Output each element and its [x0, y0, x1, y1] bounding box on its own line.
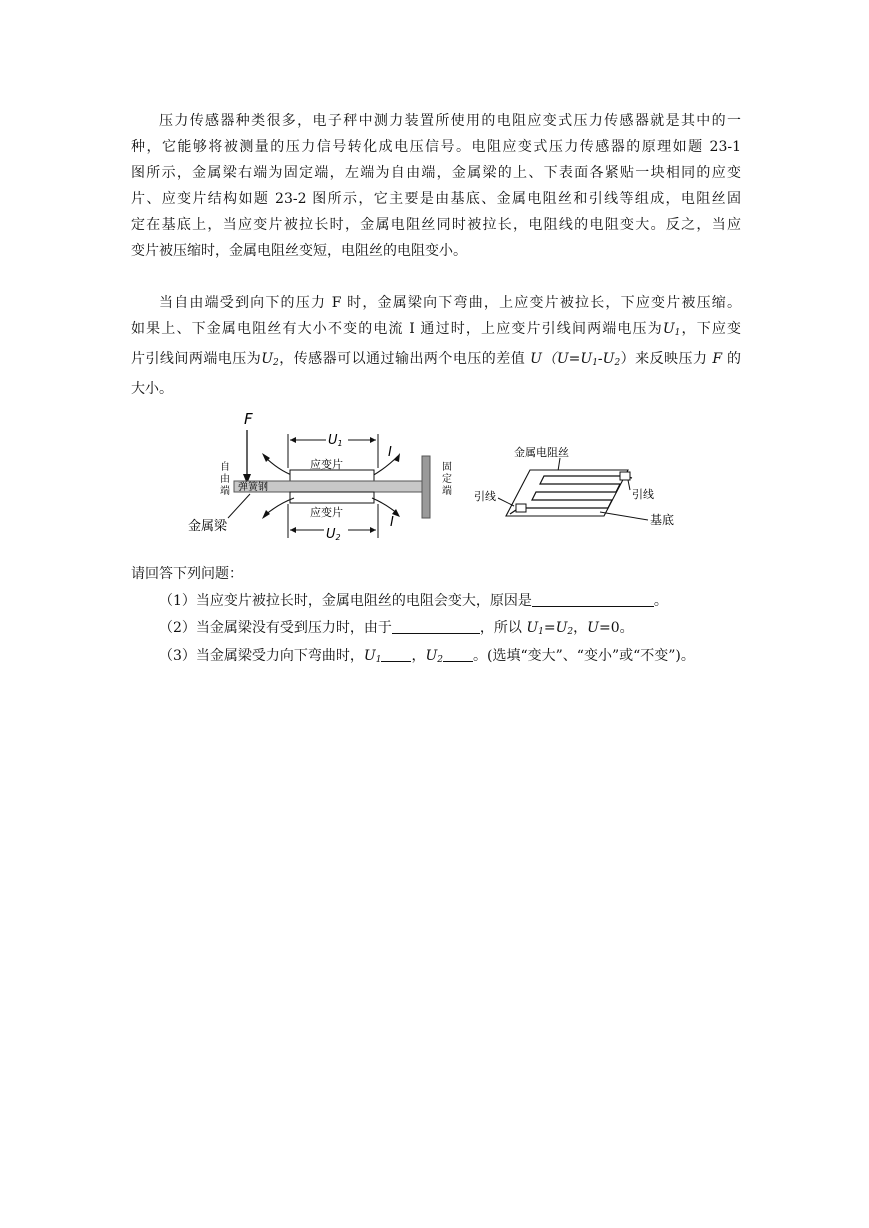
p1-line-2: 种，它能够将被测量的压力信号转化成电压信号。电阻应变式压力传感器的原理如题 23-1: [131, 139, 741, 155]
lead-left-label: 引线: [474, 490, 496, 503]
u2-arrowhead-right: [370, 527, 376, 533]
questions-intro: 请回答下列问题：: [131, 566, 243, 582]
u1-arrowhead-left: [290, 437, 296, 443]
q1-answer-blank[interactable]: [532, 592, 654, 607]
top-right-lead: [372, 456, 398, 476]
p1-line-4: 片、应变片结构如题 23-2 图所示，它主要是由基底、金属电阻丝和引线等组成，电阻丝固: [131, 191, 741, 207]
u1-arrowhead-right: [370, 437, 376, 443]
lead-left-pointer: [498, 498, 514, 506]
u2-label: U2: [326, 527, 341, 542]
q3-u1-answer-blank[interactable]: [381, 647, 411, 662]
wire-label: 金属电阻丝: [514, 446, 569, 459]
p1-line-3: 图所示，金属梁右端为固定端，左端为自由端，金属梁的上、下表面各紧贴一块相同的应变: [131, 165, 741, 181]
p1-line-6: 变片被压缩时，金属电阻丝变短，电阻丝的电阻变小。: [131, 243, 467, 259]
question-3: （3）当金属梁受力向下弯曲时，$U_1$ ，$U_2$ 。(选填“变大”、“变小”或“不变”)。: [159, 648, 695, 665]
substrate-pointer: [600, 512, 648, 520]
substrate-label: 基底: [650, 513, 675, 527]
p1-line-5: 定在基底上，当应变片被拉长时，金属电阻丝同时被拉长，电阻线的电阻变大。反之，当应: [131, 217, 741, 233]
p2-line-2: 如果上、下金属电阻丝有大小不变的电流 I 通过时，上应变片引线间两端电压为$U_1$，下应变: [131, 321, 741, 338]
question-1: （1）当应变片被拉长时，金属电阻丝的电阻会变大，原因是 。: [159, 593, 668, 609]
bottom-gauge-label: 应变片: [310, 506, 343, 519]
lead-right-pointer: [628, 480, 630, 490]
free-end-label: 自由端: [220, 462, 230, 497]
figure-strain-gauge-structure: [470, 440, 690, 536]
fixed-end-label: 固定端: [442, 462, 452, 497]
force-label: F: [244, 410, 253, 428]
top-gauge-label: 应变片: [310, 458, 343, 471]
p2-line-3: 片引线间两端电压为$U_2$，传感器可以通过输出两个电压的差值 $U(U=U_1-U_2)$来反映压力 F 的: [131, 351, 742, 368]
q3-u2-answer-blank[interactable]: [443, 647, 473, 662]
p2-line-4: 大小。: [131, 381, 173, 397]
bottom-left-arrowhead: [262, 510, 270, 519]
bottom-strain-gauge: [290, 492, 374, 503]
fixed-wall: [422, 456, 430, 518]
current-top-label: I: [388, 445, 392, 460]
paragraph-2: [131, 290, 741, 402]
question-2: （2）当金属梁没有受到压力时，由于 ，所以 $U_1=U_2$，U=0。: [159, 620, 634, 637]
p2-line-1: 当自由端受到向下的压力 F 时，金属梁向下弯曲，上应变片被拉长，下应变片被压缩。: [159, 295, 741, 311]
top-right-arrowhead: [394, 453, 400, 462]
u1-label: U1: [328, 433, 343, 448]
q2-answer-blank[interactable]: [392, 619, 480, 634]
u2-arrowhead-left: [290, 527, 296, 533]
lead-right-pad: [620, 472, 630, 480]
lead-right-label: 引线: [632, 488, 654, 501]
top-strain-gauge: [290, 470, 374, 481]
beam-material-label: 弹簧钢: [238, 482, 268, 493]
paragraph-1: [131, 108, 741, 264]
current-bottom-label: I: [390, 515, 394, 530]
beam-label: 金属梁: [188, 519, 228, 534]
lead-left-pad: [516, 504, 526, 512]
p1-line-1: 压力传感器种类很多，电子秤中测力装置所使用的电阻应变式压力传感器就是其中的一: [159, 113, 741, 129]
beam-label-pointer: [228, 494, 250, 518]
figure-beam-diagram: [186, 408, 456, 548]
